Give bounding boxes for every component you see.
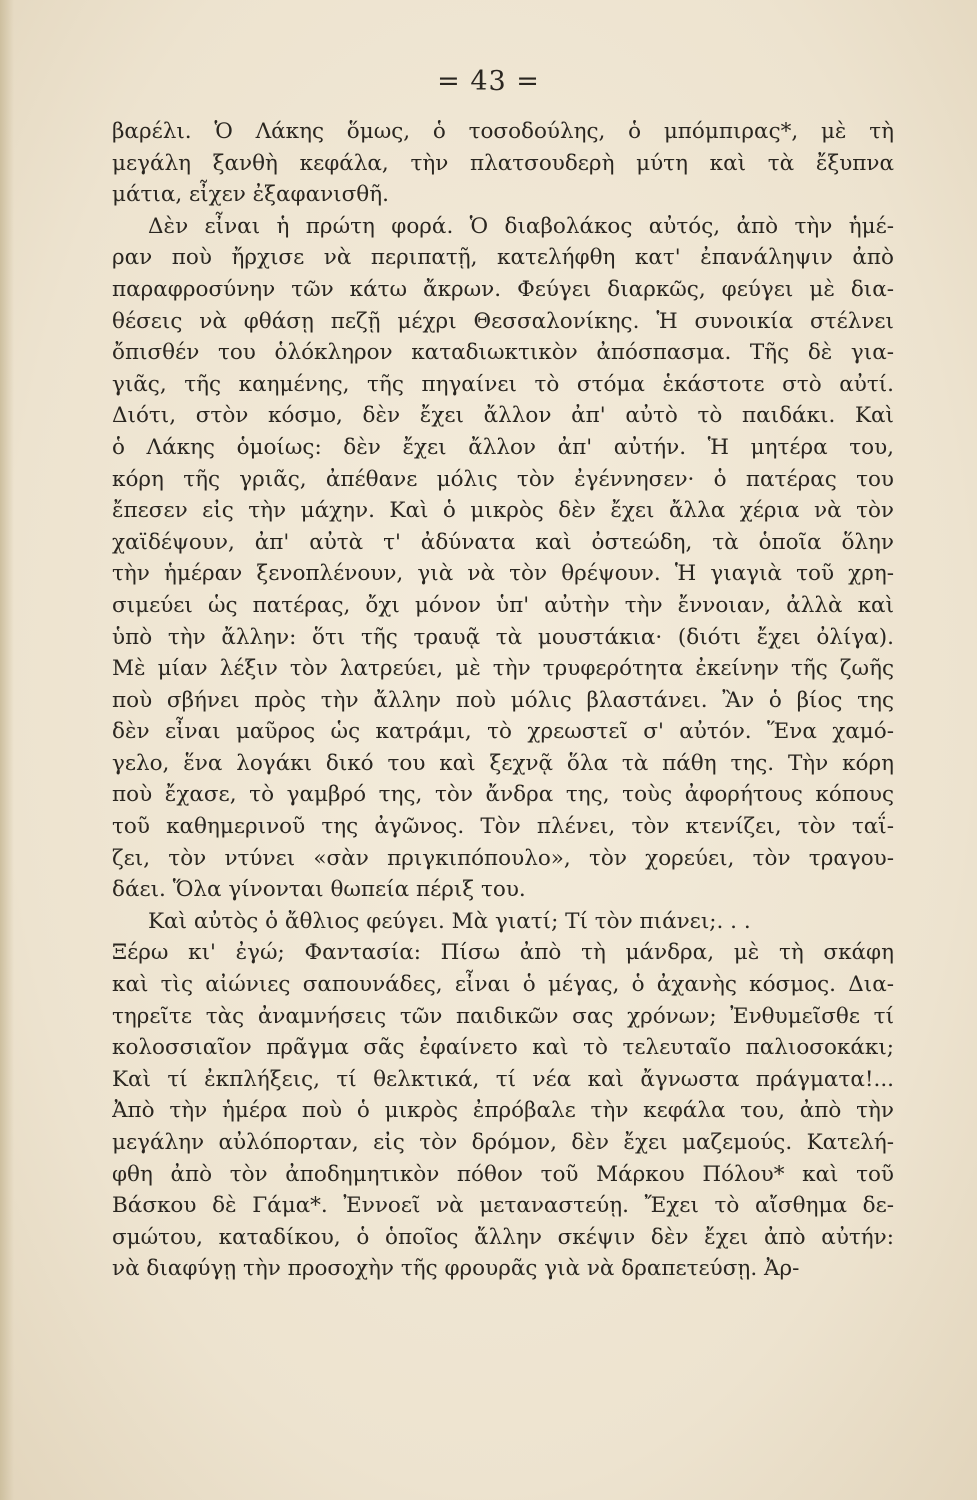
text-line: τηρεῖτε τὰς ἀναμνήσεις τῶν παιδικῶν σας χρόνων; Ἐνθυμεῖσθε τί (112, 1003, 894, 1029)
text-line: θέσεις νὰ φθάσῃ πεζῇ μέχρι Θεσσαλονίκης. Ἡ συνοικία στέλνει (112, 308, 894, 334)
text-line: χαϊδέψουν, ἀπ' αὐτὰ τ' ἀδύνατα καὶ ὀστεώδη, τὰ ὁποῖα ὅλην (112, 529, 894, 555)
text-line: ζει, τὸν ντύνει «σὰν πριγκιπόπουλο», τὸν χορεύει, τὸν τραγου- (112, 845, 894, 871)
text-line: τοῦ καθημερινοῦ της ἀγῶνος. Τὸν πλένει, τὸν κτενίζει, τὸν ταΐ- (112, 814, 894, 840)
text-line: Βάσκου δὲ Γάμα*. Ἐννοεῖ νὰ μεταναστεύῃ. Ἔχει τὸ αἴσθημα δε- (112, 1193, 894, 1219)
text-line: ὁ Λάκης ὁμοίως: δὲν ἔχει ἄλλον ἀπ' αὐτήν. Ἡ μητέρα του, (112, 434, 894, 460)
text-line: Ξέρω κι' ἐγώ; Φαντασία: Πίσω ἀπὸ τὴ μάνδρα, μὲ τὴ σκάφη (112, 940, 894, 966)
text-line: Καὶ τί ἐκπλήξεις, τί θελκτικά, τί νέα καὶ ἄγνωστα πράγματα!... (112, 1066, 894, 1092)
text-line: Δὲν εἶναι ἡ πρώτη φορά. Ὁ διαβολάκος αὐτός, ἀπὸ τὴν ἡμέ- (148, 213, 894, 239)
text-line: καὶ τὶς αἰώνιες σαπουνάδες, εἶναι ὁ μέγας, ὁ ἀχανὴς κόσμος. Δια- (112, 972, 894, 998)
text-line: κολοσσιαῖον πρᾶγμα σᾶς ἐφαίνετο καὶ τὸ τελευταῖο παλιοσοκάκι; (112, 1035, 894, 1061)
text-line: ὑπὸ τὴν ἄλλην: ὅτι τῆς τραυᾷ τὰ μουστάκια· (διότι ἔχει ὀλίγα). (112, 624, 894, 650)
page-gutter-shadow (0, 0, 14, 1500)
text-line: Καὶ αὐτὸς ὁ ἄθλιος φεύγει. Μὰ γιατί; Τί τὸν πιάνει;. . . (148, 908, 751, 934)
text-line: ραν ποὺ ἤρχισε νὰ περιπατῇ, κατελήφθη κατ' ἐπανάληψιν ἀπὸ (112, 245, 894, 271)
text-line: δάει. Ὅλα γίνονται θωπεία πέριξ του. (112, 877, 526, 903)
text-line: μεγάλη ξανθὴ κεφάλα, τὴν πλατσουδερὴ μύτη καὶ τὰ ἔξυπνα (112, 150, 894, 176)
text-line: σμώτου, καταδίκου, ὁ ὁποῖος ἄλλην σκέψιν δὲν ἔχει ἀπὸ αὐτήν: (112, 1224, 894, 1250)
text-line: ποὺ σβήνει πρὸς τὴν ἄλλην ποὺ μόλις βλαστάνει. Ἂν ὁ βίος της (112, 687, 894, 713)
text-line: Ἀπὸ τὴν ἡμέρα ποὺ ὁ μικρὸς ἐπρόβαλε τὴν κεφάλα του, ἀπὸ τὴν (112, 1098, 894, 1124)
text-line: ἔπεσεν εἰς τὴν μάχην. Καὶ ὁ μικρὸς δὲν ἔχει ἄλλα χέρια νὰ τὸν (112, 498, 894, 524)
text-line: γιᾶς, τῆς καημένης, τῆς πηγαίνει τὸ στόμα ἑκάστοτε στὸ αὐτί. (112, 371, 894, 397)
text-line: μεγάλην αὐλόπορταν, εἰς τὸν δρόμον, δὲν ἔχει μαζεμούς. Κατελή- (112, 1130, 894, 1155)
text-line: ὄπισθέν του ὁλόκληρον καταδιωκτικὸν ἀπόσπασμα. Τῆς δὲ για- (112, 340, 894, 366)
text-line: παραφροσύνην τῶν κάτω ἄκρων. Φεύγει διαρκῶς, φεύγει μὲ δια- (112, 276, 894, 302)
text-line: ποὺ ἔχασε, τὸ γαμβρό της, τὸν ἄνδρα της, τοὺς ἀφορήτους κόπους (112, 782, 894, 808)
text-line: γελο, ἕνα λογάκι δικό του καὶ ξεχνᾷ ὅλα τὰ πάθη της. Τὴν κόρη (112, 750, 894, 776)
text-line: δὲν εἶναι μαῦρος ὡς κατράμι, τὸ χρεωστεῖ σ' αὐτόν. Ἕνα χαμό- (112, 719, 894, 745)
text-line: τὴν ἡμέραν ξενοπλένουν, γιὰ νὰ τὸν θρέψουν. Ἡ γιαγιὰ τοῦ χρη- (112, 561, 894, 587)
text-line: κόρη τῆς γριᾶς, ἀπέθανε μόλις τὸν ἐγέννησεν· ὁ πατέρας του (112, 466, 894, 492)
text-line: Μὲ μίαν λέξιν τὸν λατρεύει, μὲ τὴν τρυφερότητα ἐκείνην τῆς ζωῆς (112, 656, 894, 682)
text-line: βαρέλι. Ὁ Λάκης ὅμως, ὁ τοσοδούλης, ὁ μπόμπιρας*, μὲ τὴ (112, 119, 894, 144)
page-number: = 43 = (437, 66, 540, 97)
text-line: φθη ἀπὸ τὸν ἀποδημητικὸν πόθον τοῦ Μάρκου Πόλου* καὶ τοῦ (112, 1161, 894, 1187)
body-text (112, 116, 894, 1285)
text-line: Διότι, στὸν κόσμο, δὲν ἔχει ἄλλον ἀπ' αὐτὸ τὸ παιδάκι. Καὶ (112, 403, 894, 429)
text-line: νὰ διαφύγῃ τὴν προσοχὴν τῆς φρουρᾶς γιὰ νὰ δραπετεύσῃ. Ἀρ- (112, 1256, 800, 1282)
text-line: σιμεύει ὡς πατέρας, ὄχι μόνον ὑπ' αὐτὴν τὴν ἔννοιαν, ἀλλὰ καὶ (112, 592, 894, 618)
text-line: μάτια, εἶχεν ἐξαφανισθῆ. (112, 182, 389, 208)
